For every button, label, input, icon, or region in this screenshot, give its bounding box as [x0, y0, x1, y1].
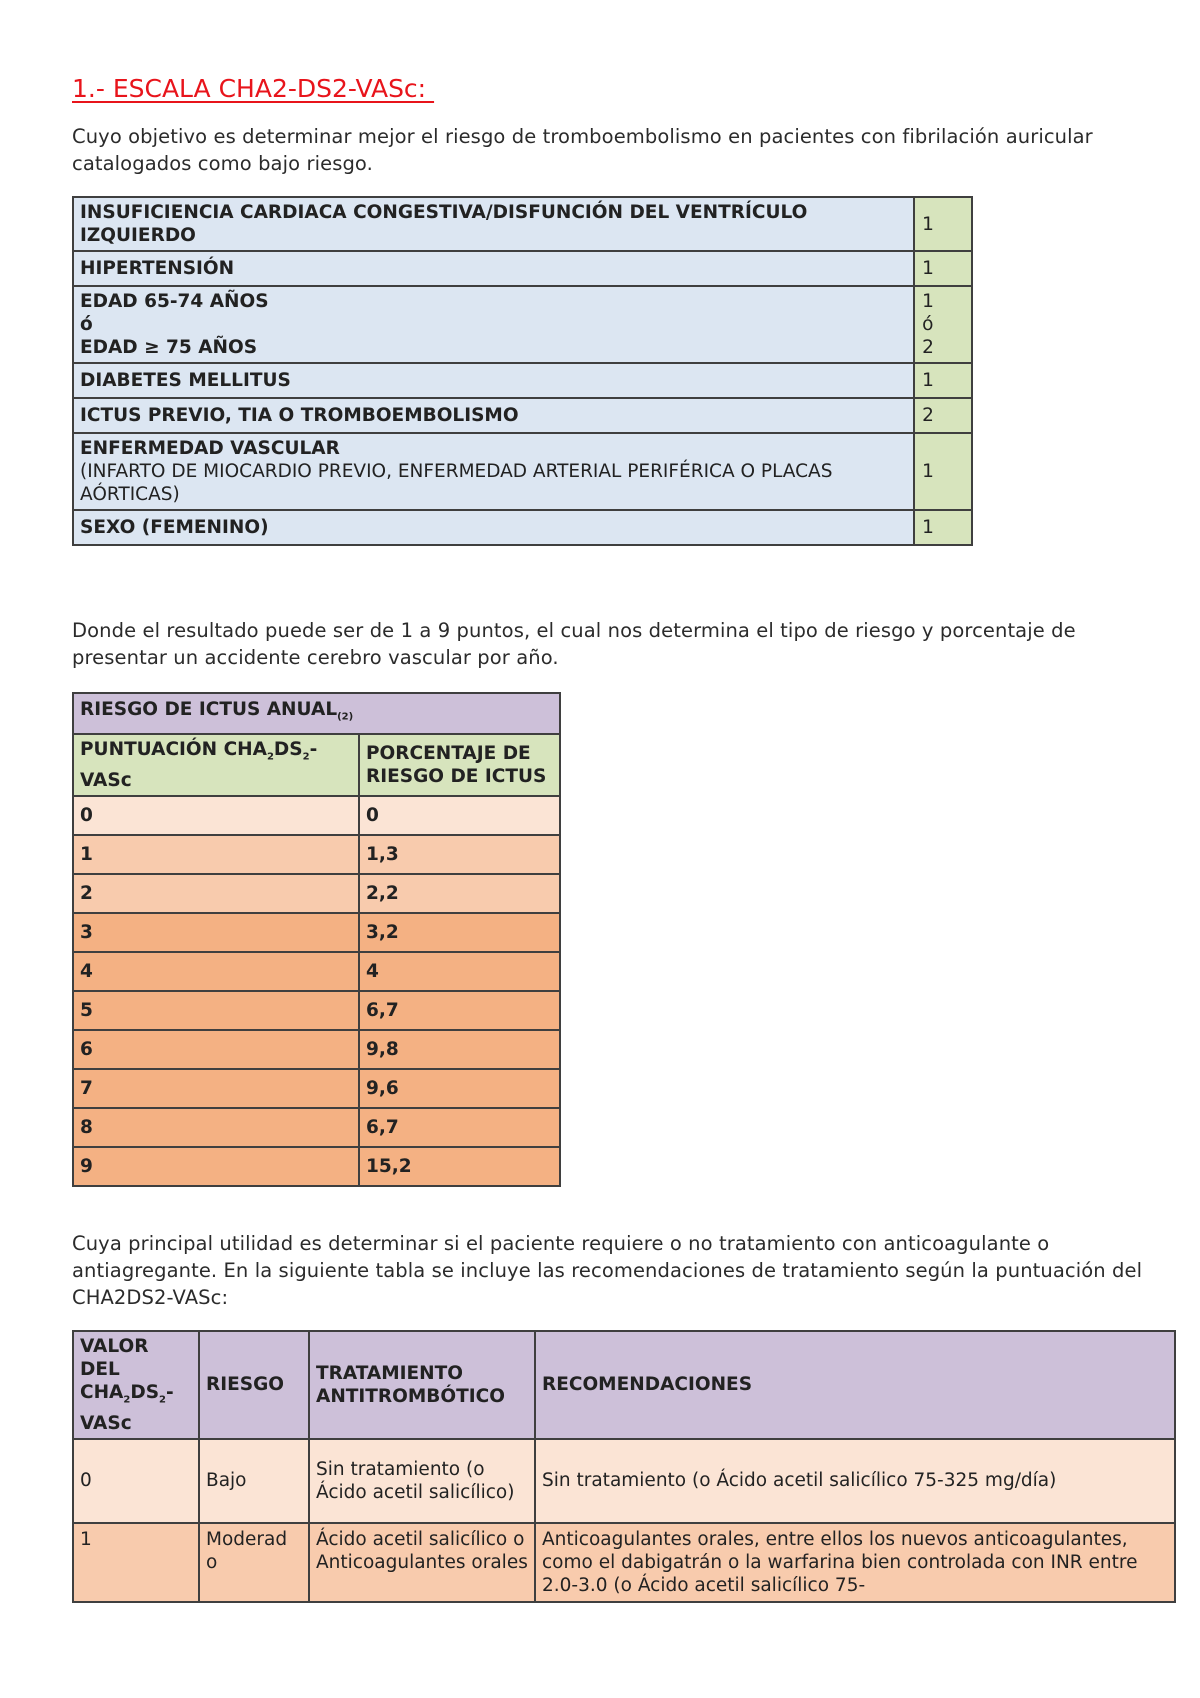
table-row [73, 1439, 1175, 1523]
treatment-cell: Sin tratamiento (o Ácido acetil salicílico) [309, 1439, 535, 1523]
recommendations-column-header: RECOMENDACIONES [535, 1331, 1175, 1439]
table-row [73, 913, 560, 952]
table-header-row [73, 1331, 1175, 1439]
table-row [73, 796, 560, 835]
percentage-cell: 0 [359, 796, 560, 835]
header-text: -VASc [80, 1382, 174, 1434]
header-sub: 2 [159, 1394, 167, 1406]
table-row [73, 1147, 560, 1186]
table-row [73, 251, 972, 286]
criterion-label: HIPERTENSIÓN [73, 251, 914, 286]
percentage-cell: 9,8 [359, 1030, 560, 1069]
percentage-cell: 3,2 [359, 913, 560, 952]
criterion-label: ICTUS PREVIO, TIA O TROMBOEMBOLISMO [73, 398, 914, 433]
score-cell: 0 [73, 796, 359, 835]
value-cell: 0 [73, 1439, 199, 1523]
table-row [73, 1523, 1175, 1602]
percentage-cell: 6,7 [359, 991, 560, 1030]
table-row [73, 510, 972, 545]
risk-cell: Moderad o [199, 1523, 309, 1602]
risk-column-header: RIESGO [199, 1331, 309, 1439]
table-row [73, 835, 560, 874]
page-title: 1.- ESCALA CHA2-DS2-VASc: [72, 74, 435, 103]
criterion-label-detail: (INFARTO DE MIOCARDIO PREVIO, ENFERMEDAD ARTERIAL PERIFÉRICA O PLACAS AÓRTICAS) [80, 461, 833, 505]
table-row [73, 693, 560, 734]
criterion-points: 1 [914, 251, 972, 286]
criterion-points [914, 286, 972, 363]
table-row [73, 1030, 560, 1069]
criterion-label-main: ENFERMEDAD VASCULAR [80, 438, 340, 459]
table-row [73, 991, 560, 1030]
criterion-label-line: EDAD 65-74 AÑOS [80, 291, 269, 312]
header-text: DS [273, 739, 303, 760]
treatment-table [72, 1330, 1176, 1603]
treatment-column-header: TRATAMIENTO ANTITROMBÓTICO [309, 1331, 535, 1439]
header-text: DS [130, 1382, 160, 1403]
table-header-row [73, 734, 560, 796]
percentage-column-header: PORCENTAJE DE RIESGO DE ICTUS [359, 734, 560, 796]
percentage-cell: 1,3 [359, 835, 560, 874]
criterion-label: DIABETES MELLITUS [73, 363, 914, 398]
header-text: -VASc [80, 739, 318, 791]
treatment-cell: Ácido acetil salicílico o Anticoagulantes orales [309, 1523, 535, 1602]
value-column-header [73, 1331, 199, 1439]
header-text: PUNTUACIÓN CHA [80, 739, 267, 760]
recommendation-cell: Sin tratamiento (o Ácido acetil salicílico 75-325 mg/día) [535, 1439, 1175, 1523]
intro-paragraph: Cuyo objetivo es determinar mejor el riesgo de tromboembolismo en pacientes con fibrilación auricular catalogados como bajo riesgo. [72, 125, 1093, 175]
score-cell: 1 [73, 835, 359, 874]
table-row [73, 363, 972, 398]
criterion-points: 1 [914, 433, 972, 510]
risk-table-title [73, 693, 560, 734]
score-column-header [73, 734, 359, 796]
risk-table [72, 692, 561, 1187]
criterion-label [73, 433, 914, 510]
table-row [73, 1108, 560, 1147]
points-line: 1 [922, 291, 934, 312]
risk-cell: Bajo [199, 1439, 309, 1523]
score-cell: 3 [73, 913, 359, 952]
recommendation-cell: Anticoagulantes orales, entre ellos los nuevos anticoagulantes, como el dabigatrán o la warfarina bien controlada con INR entre 2.0-3.0 (o Ácido acetil salicílico 75- [535, 1523, 1175, 1602]
score-cell: 8 [73, 1108, 359, 1147]
points-line: 2 [922, 337, 934, 358]
criterion-points: 1 [914, 363, 972, 398]
header-sub: 2 [123, 1394, 131, 1406]
table-row [73, 874, 560, 913]
header-sub: 2 [266, 751, 274, 763]
middle-paragraph: Donde el resultado puede ser de 1 a 9 puntos, el cual nos determina el tipo de riesgo y porcentaje de presentar un accidente cerebro vascular por año. [72, 619, 1076, 669]
percentage-cell: 4 [359, 952, 560, 991]
criterion-label: INSUFICIENCIA CARDIACA CONGESTIVA/DISFUNCIÓN DEL VENTRÍCULO IZQUIERDO [73, 197, 914, 251]
criterion-label-line: ó [80, 314, 93, 335]
percentage-cell: 15,2 [359, 1147, 560, 1186]
header-text: VALOR DEL CHA [80, 1336, 149, 1403]
score-cell: 5 [73, 991, 359, 1030]
table-row [73, 197, 972, 251]
table-row [73, 286, 972, 363]
criterion-points: 2 [914, 398, 972, 433]
criterion-points: 1 [914, 197, 972, 251]
value-cell: 1 [73, 1523, 199, 1602]
lower-paragraph: Cuya principal utilidad es determinar si el paciente requiere o no tratamiento con anticoagulante o antiagregante. En la siguiente tabla se incluye las recomendaciones de tratamiento según la puntuación del CHA2DS2-VASc: [72, 1232, 1143, 1309]
table-row [73, 1069, 560, 1108]
percentage-cell: 6,7 [359, 1108, 560, 1147]
percentage-cell: 2,2 [359, 874, 560, 913]
score-cell: 6 [73, 1030, 359, 1069]
score-cell: 9 [73, 1147, 359, 1186]
table-row [73, 952, 560, 991]
score-cell: 4 [73, 952, 359, 991]
risk-table-title-note: (2) [337, 711, 354, 723]
criterion-label: SEXO (FEMENINO) [73, 510, 914, 545]
criterion-points: 1 [914, 510, 972, 545]
table-row [73, 433, 972, 510]
risk-table-title-text: RIESGO DE ICTUS ANUAL [80, 699, 338, 721]
criterion-label [73, 286, 914, 363]
criterion-label-line: EDAD ≥ 75 AÑOS [80, 337, 258, 358]
percentage-cell: 9,6 [359, 1069, 560, 1108]
points-line: ó [922, 314, 934, 335]
header-sub: 2 [302, 751, 310, 763]
table-row [73, 398, 972, 433]
score-cell: 2 [73, 874, 359, 913]
score-cell: 7 [73, 1069, 359, 1108]
criteria-table [72, 196, 973, 546]
